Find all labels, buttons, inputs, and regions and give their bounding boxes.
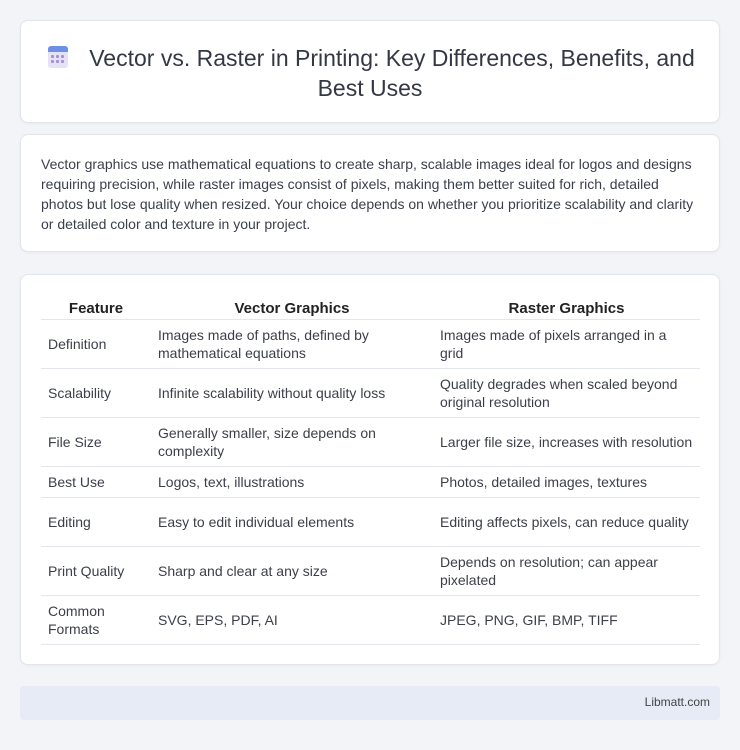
vector-cell: Easy to edit individual elements [151,498,433,547]
raster-cell: Editing affects pixels, can reduce quality [433,498,700,547]
intro-text: Vector graphics use mathematical equations to create sharp, scalable images ideal for logos and designs requiring precision, while raster images consist of pixels, making them better suited for rich, detailed photos but lose quality when resized. Your choice depends on whether you prioritize scalability and clarity or detailed color and texture in your project. [41,156,694,232]
comparison-card [20,274,720,665]
footer-bar [20,686,720,720]
vector-cell: Logos, text, illustrations [151,467,433,498]
intro-card [20,134,720,252]
vector-cell: Images made of paths, defined by mathematical equations [151,320,433,369]
header-feature: Feature [41,295,151,320]
table-row [41,320,700,369]
feature-cell: Definition [41,320,151,369]
raster-cell: Photos, detailed images, textures [433,467,700,498]
vector-cell: Infinite scalability without quality loss [151,369,433,418]
feature-cell: Best Use [41,467,151,498]
feature-cell: Editing [41,498,151,547]
raster-cell: Larger file size, increases with resolution [433,418,700,467]
page-title-wrap [41,43,699,103]
feature-cell: Scalability [41,369,151,418]
feature-cell: Common Formats [41,596,151,645]
table-row [41,547,700,596]
footer-site-label: Libmatt.com [644,695,710,709]
raster-cell: Quality degrades when scaled beyond original resolution [433,369,700,418]
header-raster: Raster Graphics [433,295,700,320]
table-row [41,467,700,498]
page-title: Vector vs. Raster in Printing: Key Differences, Benefits, and Best Uses [89,45,695,101]
table-header-row [41,295,700,320]
table-row [41,369,700,418]
header-vector: Vector Graphics [151,295,433,320]
table-row [41,596,700,645]
vector-cell: Sharp and clear at any size [151,547,433,596]
calendar-icon [45,44,71,70]
raster-cell: JPEG, PNG, GIF, BMP, TIFF [433,596,700,645]
table-row [41,418,700,467]
vector-cell: Generally smaller, size depends on complexity [151,418,433,467]
raster-cell: Images made of pixels arranged in a grid [433,320,700,369]
raster-cell: Depends on resolution; can appear pixelated [433,547,700,596]
title-card [20,20,720,123]
table-row [41,498,700,547]
feature-cell: File Size [41,418,151,467]
comparison-table [41,295,700,645]
feature-cell: Print Quality [41,547,151,596]
vector-cell: SVG, EPS, PDF, AI [151,596,433,645]
